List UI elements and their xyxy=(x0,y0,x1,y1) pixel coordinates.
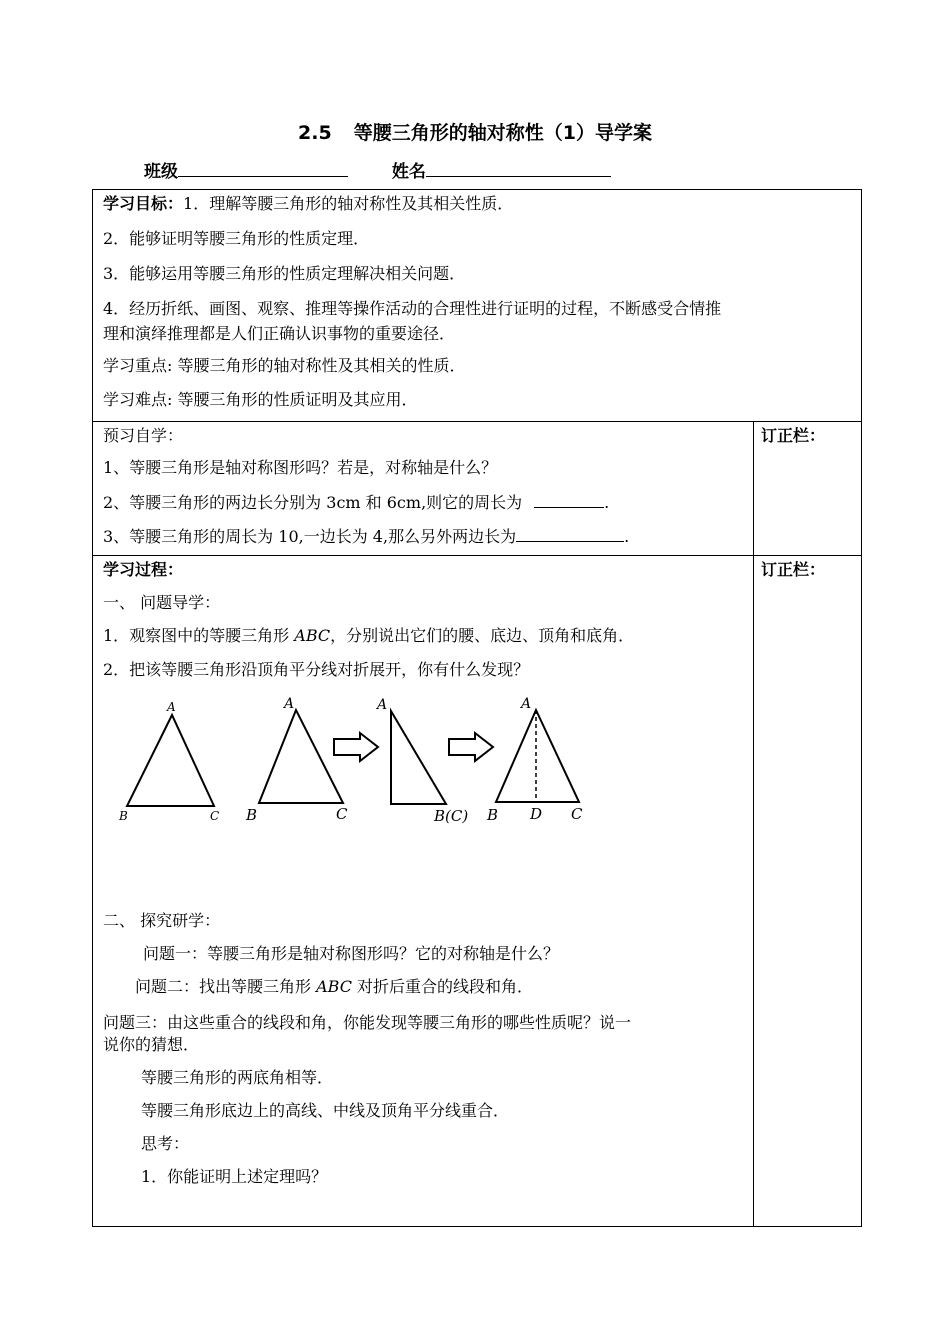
key-point: 学习重点: 等腰三角形的轴对称性及其相关的性质． xyxy=(103,356,466,375)
class-name-line xyxy=(144,157,611,182)
t4-label-b: B xyxy=(487,806,499,824)
p1-q1-pre: 1．观察图中的等腰三角形 xyxy=(103,626,295,645)
preview-q3-text: 3、等腰三角形的周长为 10,一边长为 4,那么另外两边长为 xyxy=(103,527,517,546)
class-blank[interactable] xyxy=(178,160,348,177)
t4-label-c: C xyxy=(571,805,583,823)
p1-q1-post: ，分别说出它们的腰、底边、顶角和底角． xyxy=(330,626,635,645)
property-2: 等腰三角形底边上的高线、中线及顶角平分线重合． xyxy=(141,1101,510,1120)
preview-q3 xyxy=(103,525,629,548)
preview-divider xyxy=(753,422,754,555)
class-label: 班级 xyxy=(144,162,178,182)
problem-3-line2: 说你的猜想． xyxy=(103,1035,200,1054)
sides-blank[interactable] xyxy=(516,525,624,542)
page-title xyxy=(0,118,950,145)
preview-box xyxy=(92,421,862,556)
title-number: 2.5 xyxy=(298,122,332,144)
t1-label-a: A xyxy=(167,700,176,714)
preview-correction-label: 订正栏： xyxy=(761,426,826,445)
problem-2 xyxy=(135,976,533,998)
problem-1: 问题一：等腰三角形是轴对称图形吗？它的对称轴是什么？ xyxy=(143,944,560,963)
process-box xyxy=(92,555,862,1227)
preview-q2-end: . xyxy=(604,493,610,512)
property-1: 等腰三角形的两底角相等． xyxy=(141,1068,334,1087)
t4-label-d: D xyxy=(530,805,543,823)
triangle-1 xyxy=(127,715,214,806)
preview-label: 预习自学： xyxy=(103,426,184,445)
preview-q2-text: 2、等腰三角形的两边长分别为 3cm 和 6cm,则它的周长为 xyxy=(103,493,523,512)
t2-label-b: B xyxy=(246,806,258,824)
goals-label: 学习目标： xyxy=(103,194,184,213)
t1-label-c: C xyxy=(210,809,220,823)
goal-item-1: 1．理解等腰三角形的轴对称性及其相关性质． xyxy=(183,194,514,213)
goal-item-4-line1: 4．经历折纸、画图、观察、推理等操作活动的合理性进行证明的过程，不断感受合情推 xyxy=(103,299,722,318)
process-divider xyxy=(753,556,754,1226)
triangle-4 xyxy=(496,710,579,802)
triangle-2 xyxy=(259,710,343,803)
part2-heading: 二、 探究研学： xyxy=(103,911,221,930)
triangle-3-folded xyxy=(391,711,446,804)
t4-label-a: A xyxy=(521,696,532,712)
t1-label-b: B xyxy=(119,809,128,823)
arrow-right-1 xyxy=(334,733,378,761)
goal-item-3: 3．能够运用等腰三角形的性质定理解决相关问题． xyxy=(103,264,466,283)
part1-q1 xyxy=(103,625,634,647)
title-text: 等腰三角形的轴对称性（1）导学案 xyxy=(353,122,652,144)
preview-q2 xyxy=(103,491,609,514)
goal-item-2: 2．能够证明等腰三角形的性质定理． xyxy=(103,229,370,248)
t3-label-a: A xyxy=(377,697,388,713)
part1-heading: 一、 问题导学： xyxy=(103,593,221,612)
goals-box xyxy=(92,189,862,422)
goal-item-4-line2: 理和演绎推理都是人们正确认识事物的重要途径． xyxy=(103,324,456,343)
name-label: 姓名 xyxy=(391,162,426,182)
p1-q1-abc: ABC xyxy=(294,626,331,645)
think-q1: 1．你能证明上述定理吗？ xyxy=(141,1167,328,1186)
t2-label-c: C xyxy=(336,805,348,823)
name-blank[interactable] xyxy=(426,160,611,177)
problem-2-post: 对折后重合的线段和角． xyxy=(351,977,534,996)
t3-label-bc: B(C) xyxy=(434,807,469,825)
goals-line1 xyxy=(103,193,513,215)
process-correction-label: 订正栏： xyxy=(761,560,826,579)
arrow-right-2 xyxy=(449,733,493,761)
problem-3-line1: 问题三：由这些重合的线段和角，你能发现等腰三角形的哪些性质呢？说一 xyxy=(103,1013,632,1032)
triangle-folding-figure xyxy=(106,692,596,832)
preview-q3-end: . xyxy=(624,527,630,546)
difficulty: 学习难点: 等腰三角形的性质证明及其应用． xyxy=(103,390,418,409)
t2-label-a: A xyxy=(284,696,295,712)
perimeter-blank[interactable] xyxy=(534,491,604,508)
problem-2-abc: ABC xyxy=(316,977,352,996)
process-label: 学习过程： xyxy=(103,560,184,579)
part1-q2: 2．把该等腰三角形沿顶角平分线对折展开，你有什么发现？ xyxy=(103,660,530,679)
preview-q1: 1、等腰三角形是轴对称图形吗？若是，对称轴是什么？ xyxy=(103,458,498,477)
think-label: 思考： xyxy=(141,1134,190,1153)
problem-2-pre: 问题二：找出等腰三角形 xyxy=(135,977,317,996)
